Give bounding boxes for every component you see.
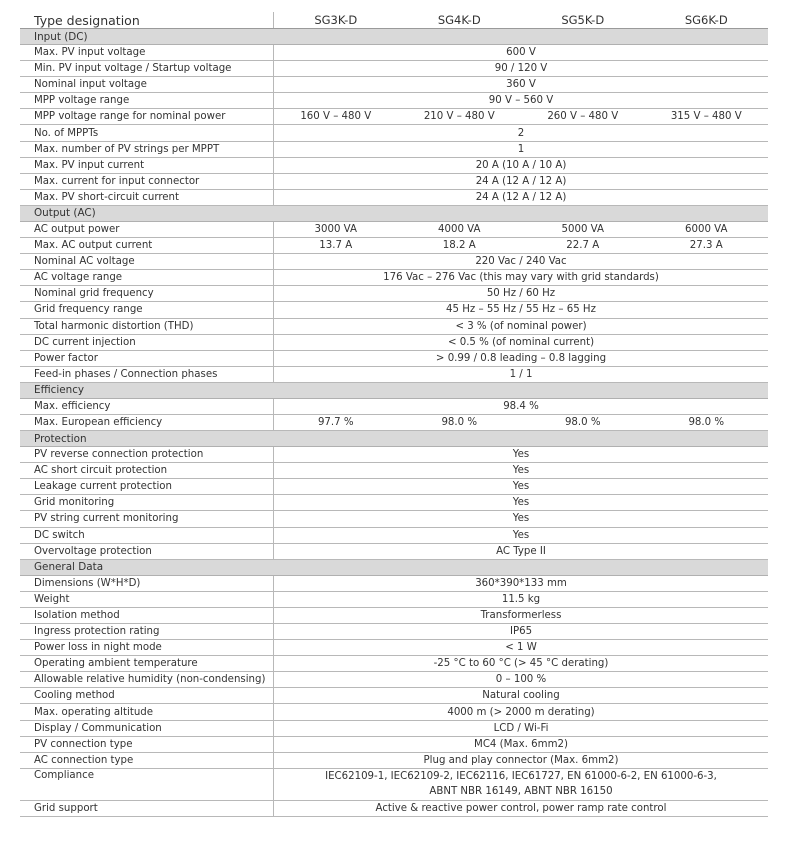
spec-label: Cooling method: [34, 690, 115, 702]
spec-values: [273, 367, 768, 382]
spec-value: [274, 304, 768, 315]
spec-value: 13.7 A: [319, 240, 353, 252]
spec-values: [273, 753, 768, 768]
spec-label: MPP voltage range: [34, 95, 130, 107]
spec-value: 6000 VA: [685, 223, 728, 235]
spec-row: [20, 222, 768, 238]
spec-label: Max. PV short-circuit current: [34, 191, 180, 203]
spec-value: [274, 674, 768, 685]
model-name: SG4K-D: [437, 13, 481, 27]
spec-label: PV string current monitoring: [34, 513, 179, 525]
spec-value: 3000 VA: [314, 223, 357, 235]
spec-value: 22.7 A: [566, 240, 600, 252]
spec-label: Max. PV input voltage: [34, 47, 146, 59]
spec-row: [20, 576, 768, 592]
spec-row: [20, 61, 768, 77]
spec-values: [273, 351, 768, 366]
spec-value: [274, 739, 768, 750]
spec-values: [273, 142, 768, 157]
spec-values: [273, 302, 768, 317]
spec-row: [20, 737, 768, 753]
spec-values: [273, 737, 768, 752]
spec-value: [274, 337, 768, 348]
spec-value-line: 20 A (10 A / 10 A): [475, 159, 567, 171]
spec-row: [20, 77, 768, 93]
section-title: General Data: [34, 561, 104, 574]
spec-value-line: Yes: [512, 481, 530, 493]
spec-label: AC output power: [34, 223, 120, 235]
spec-values: [273, 528, 768, 543]
spec-label: Display / Communication: [34, 722, 162, 734]
spec-value: [274, 256, 768, 267]
spec-label: Total harmonic distortion (THD): [34, 320, 194, 332]
spec-values: [273, 576, 768, 591]
spec-row: [20, 415, 768, 431]
spec-value: 5000 VA: [561, 223, 604, 235]
spec-row: [20, 704, 768, 720]
spec-values: [273, 93, 768, 108]
section-title: Output (AC): [34, 207, 96, 220]
spec-value-line: 1 / 1: [509, 368, 533, 380]
spec-value: 210 V – 480 V: [423, 111, 495, 123]
spec-value: [274, 658, 768, 669]
spec-label: Power factor: [34, 352, 98, 364]
spec-value-line: 2: [517, 127, 525, 139]
spec-label: Dimensions (W*H*D): [34, 577, 141, 589]
section-header: [20, 383, 768, 399]
spec-label: Max. operating altitude: [34, 706, 154, 718]
section-title: Input (DC): [34, 30, 88, 43]
spec-value: [274, 769, 768, 799]
spec-row: [20, 286, 768, 302]
spec-row: [20, 270, 768, 286]
spec-value: [274, 481, 768, 492]
spec-value-line: Transformerless: [480, 609, 562, 621]
spec-row: [20, 158, 768, 174]
spec-value: [274, 513, 768, 524]
spec-value: [274, 465, 768, 476]
spec-value: [274, 353, 768, 364]
spec-value: [274, 626, 768, 637]
spec-value-line: 90 V – 560 V: [488, 95, 554, 107]
spec-value: [274, 594, 768, 605]
spec-label: Operating ambient temperature: [34, 658, 198, 670]
spec-values: [273, 608, 768, 623]
spec-label: Overvoltage protection: [34, 545, 152, 557]
spec-value-line: 98.4 %: [503, 400, 539, 412]
spec-value: 18.2 A: [442, 240, 476, 252]
spec-value: [274, 79, 768, 90]
spec-value: [274, 803, 768, 814]
spec-value-line: IEC62109-1, IEC62109-2, IEC62116, IEC61727, EN 61000-6-2, EN 61000-6-3,: [325, 771, 717, 783]
spec-label: Nominal AC voltage: [34, 256, 135, 268]
spec-values: [273, 592, 768, 607]
spec-row: [20, 367, 768, 383]
spec-label: MPP voltage range for nominal power: [34, 111, 226, 123]
spec-label: Grid monitoring: [34, 497, 115, 509]
spec-label: Nominal input voltage: [34, 79, 147, 91]
spec-values: [273, 222, 768, 237]
spec-row: [20, 801, 768, 817]
spec-value: [274, 288, 768, 299]
spec-value-line: 1: [517, 143, 525, 155]
spec-value-line: 24 A (12 A / 12 A): [475, 191, 567, 203]
spec-value-line: < 0.5 % (of nominal current): [447, 336, 595, 348]
spec-value: [274, 530, 768, 541]
spec-value: 97.7 %: [317, 417, 354, 429]
spec-row: [20, 190, 768, 206]
spec-value: [274, 47, 768, 58]
spec-value: 98.0 %: [441, 417, 478, 429]
section-title: Protection: [34, 432, 87, 445]
spec-values: [273, 544, 768, 559]
spec-value: [274, 369, 768, 380]
spec-label: Grid support: [34, 802, 98, 814]
spec-label: Allowable relative humidity (non-condensing): [34, 674, 266, 686]
spec-value-line: < 3 % (of nominal power): [455, 320, 587, 332]
spec-value: [274, 176, 768, 187]
spec-label: AC short circuit protection: [34, 465, 168, 477]
spec-value: 315 V – 480 V: [670, 111, 742, 123]
spec-label: Min. PV input voltage / Startup voltage: [34, 63, 232, 75]
spec-value-line: 50 Hz / 60 Hz: [486, 288, 556, 300]
spec-value-line: Plug and play connector (Max. 6mm2): [423, 754, 619, 766]
spec-values: [273, 704, 768, 719]
spec-value: [274, 723, 768, 734]
spec-values: [273, 463, 768, 478]
spec-label: AC voltage range: [34, 272, 123, 284]
spec-value-line: 360 V: [506, 79, 536, 91]
spec-value: 160 V – 480 V: [300, 111, 372, 123]
model-name: SG3K-D: [314, 13, 358, 27]
spec-label: Max. European efficiency: [34, 417, 163, 429]
spec-value: [274, 497, 768, 508]
spec-value-line: 176 Vac – 276 Vac (this may vary with grid standards): [383, 272, 659, 284]
spec-values: [273, 286, 768, 301]
spec-row: [20, 302, 768, 318]
spec-values: [273, 190, 768, 205]
spec-value: [274, 321, 768, 332]
spec-label: Grid frequency range: [34, 304, 143, 316]
spec-value: [274, 707, 768, 718]
spec-value: [274, 690, 768, 701]
spec-row: [20, 495, 768, 511]
spec-values: [273, 624, 768, 639]
spec-label: Max. AC output current: [34, 240, 153, 252]
spec-row: [20, 174, 768, 190]
spec-row: [20, 254, 768, 270]
spec-row: [20, 109, 768, 125]
model-columns: [273, 12, 768, 28]
spec-value: [274, 144, 768, 155]
spec-row: [20, 238, 768, 254]
spec-value-line: 0 – 100 %: [495, 674, 547, 686]
spec-value: [274, 272, 768, 283]
spec-label: Weight: [34, 593, 70, 605]
spec-label: Compliance: [34, 769, 94, 781]
spec-label: PV connection type: [34, 738, 133, 750]
spec-row: [20, 142, 768, 158]
spec-label: DC switch: [34, 529, 85, 541]
spec-value: [274, 755, 768, 766]
spec-value: [274, 95, 768, 106]
spec-values: [273, 254, 768, 269]
section-header: [20, 431, 768, 447]
spec-value-line: 90 / 120 V: [494, 63, 548, 75]
spec-row: [20, 463, 768, 479]
spec-values: [273, 319, 768, 334]
spec-row: [20, 624, 768, 640]
datasheet-table: [20, 12, 768, 817]
spec-values: [273, 61, 768, 76]
spec-label: Power loss in night mode: [34, 642, 162, 654]
spec-value-line: Yes: [512, 497, 530, 509]
spec-row: [20, 769, 768, 801]
spec-values: [273, 270, 768, 285]
spec-row: [20, 447, 768, 463]
spec-row: [20, 721, 768, 737]
spec-values: [273, 801, 768, 816]
spec-values: [273, 640, 768, 655]
spec-value: [274, 401, 768, 412]
spec-label: Isolation method: [34, 609, 120, 621]
section-header: [20, 560, 768, 576]
spec-value-line: IP65: [509, 626, 533, 638]
spec-value-line: 600 V: [506, 47, 536, 59]
spec-row: [20, 592, 768, 608]
spec-values: [273, 45, 768, 60]
spec-row: [20, 656, 768, 672]
spec-row: [20, 753, 768, 769]
spec-value-line: Yes: [512, 465, 530, 477]
table-header-row: [20, 12, 768, 29]
spec-value: 98.0 %: [564, 417, 601, 429]
spec-value: [274, 192, 768, 203]
spec-value-line: MC4 (Max. 6mm2): [474, 738, 568, 750]
spec-value: 27.3 A: [689, 240, 723, 252]
spec-values: [273, 721, 768, 736]
spec-value-line: Yes: [512, 513, 530, 525]
spec-value-line: Natural cooling: [482, 690, 560, 702]
spec-value-line: LCD / Wi-Fi: [493, 722, 549, 734]
spec-value: [274, 546, 768, 557]
spec-values: [273, 447, 768, 462]
spec-values: [273, 688, 768, 703]
spec-row: [20, 640, 768, 656]
section-header: [20, 29, 768, 45]
spec-value: 98.0 %: [688, 417, 725, 429]
spec-label: Max. efficiency: [34, 400, 111, 412]
spec-values: [273, 656, 768, 671]
spec-row: [20, 125, 768, 141]
spec-values: [273, 335, 768, 350]
spec-value-line-2: ABNT NBR 16149, ABNT NBR 16150: [429, 786, 613, 798]
spec-values: [273, 495, 768, 510]
spec-row: [20, 351, 768, 367]
spec-label: Max. current for input connector: [34, 175, 200, 187]
spec-row: [20, 335, 768, 351]
spec-value: [274, 578, 768, 589]
spec-label: AC connection type: [34, 754, 134, 766]
spec-value-line: 11.5 kg: [501, 593, 541, 605]
spec-label: Ingress protection rating: [34, 626, 160, 638]
spec-label: PV reverse connection protection: [34, 449, 204, 461]
spec-values: [273, 672, 768, 687]
spec-values: [273, 109, 768, 124]
type-designation-label: Type designation: [34, 12, 140, 28]
spec-value-line: 4000 m (> 2000 m derating): [447, 706, 595, 718]
spec-value-line: 45 Hz – 55 Hz / 55 Hz – 65 Hz: [446, 304, 596, 316]
spec-value-line: > 0.99 / 0.8 leading – 0.8 lagging: [435, 352, 607, 364]
spec-value: 260 V – 480 V: [547, 111, 619, 123]
section-title: Efficiency: [34, 384, 85, 397]
spec-label: Nominal grid frequency: [34, 288, 154, 300]
spec-label: Leakage current protection: [34, 481, 172, 493]
spec-row: [20, 544, 768, 560]
spec-value-line: Yes: [512, 529, 530, 541]
spec-value-line: Yes: [512, 449, 530, 461]
spec-value: [274, 63, 768, 74]
spec-value-line: Active & reactive power control, power ramp rate control: [375, 802, 667, 814]
spec-row: [20, 45, 768, 61]
spec-values: [273, 158, 768, 173]
spec-value: [274, 449, 768, 460]
spec-values: [273, 238, 768, 253]
spec-value-line: 220 Vac / 240 Vac: [475, 256, 567, 268]
model-name: SG5K-D: [561, 13, 605, 27]
spec-label: Max. number of PV strings per MPPT: [34, 143, 220, 155]
spec-values: [273, 77, 768, 92]
spec-row: [20, 528, 768, 544]
spec-values: [273, 511, 768, 526]
spec-label: No. of MPPTs: [34, 127, 99, 139]
spec-label: Max. PV input current: [34, 159, 145, 171]
spec-value: [274, 128, 768, 139]
spec-row: [20, 319, 768, 335]
spec-value: 4000 VA: [438, 223, 481, 235]
spec-value-line: 24 A (12 A / 12 A): [475, 175, 567, 187]
spec-row: [20, 399, 768, 415]
spec-row: [20, 688, 768, 704]
spec-label: DC current injection: [34, 336, 136, 348]
spec-value-line: -25 °C to 60 °C (> 45 °C derating): [433, 658, 609, 670]
section-header: [20, 206, 768, 222]
spec-values: [273, 415, 768, 430]
spec-row: [20, 672, 768, 688]
spec-value-line: < 1 W: [505, 642, 537, 654]
spec-values: [273, 174, 768, 189]
spec-row: [20, 479, 768, 495]
spec-value: [274, 160, 768, 171]
spec-value-line: AC Type II: [496, 545, 546, 557]
spec-values: [273, 769, 768, 800]
spec-values: [273, 479, 768, 494]
spec-row: [20, 608, 768, 624]
spec-row: [20, 511, 768, 527]
model-name: SG6K-D: [684, 13, 728, 27]
spec-value: [274, 642, 768, 653]
spec-values: [273, 125, 768, 140]
spec-label: Feed-in phases / Connection phases: [34, 368, 218, 380]
spec-value: [274, 610, 768, 621]
spec-row: [20, 93, 768, 109]
spec-values: [273, 399, 768, 414]
spec-value-line: 360*390*133 mm: [475, 577, 567, 589]
